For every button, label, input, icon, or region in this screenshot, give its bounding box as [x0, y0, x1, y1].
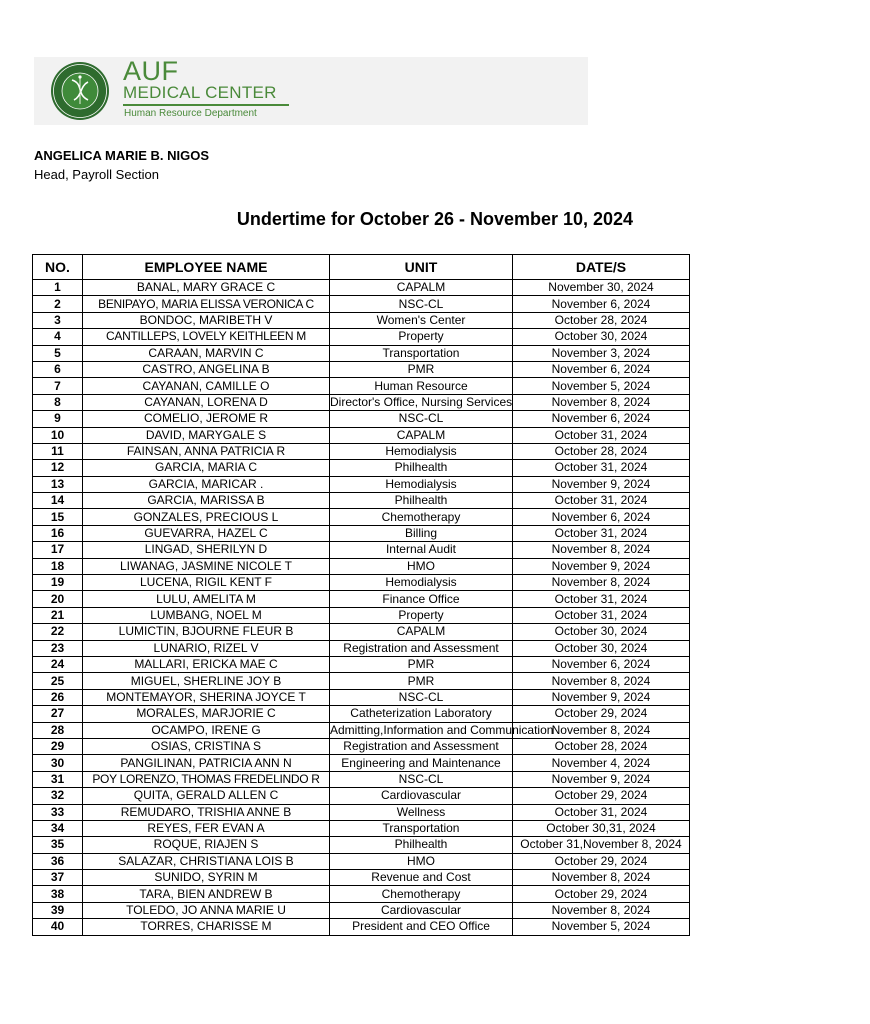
no-cell: 28: [33, 722, 83, 738]
department-name: Human Resource Department: [124, 108, 257, 119]
dates-cell: October 29, 2024: [513, 706, 690, 722]
unit-cell: HMO: [330, 558, 513, 574]
table-row: [33, 525, 690, 541]
dates-cell: November 3, 2024: [513, 345, 690, 361]
employee-name-cell: LULU, AMELITA M: [83, 591, 330, 607]
unit-cell: Admitting,Information and Communication: [330, 722, 554, 737]
employee-name-cell: OSIAS, CRISTINA S: [83, 738, 330, 754]
dates-cell: November 6, 2024: [513, 296, 690, 312]
dates-cell: October 31, 2024: [513, 493, 690, 509]
unit-cell: Finance Office: [330, 591, 513, 607]
org-name: AUF: [123, 56, 179, 86]
unit-cell: NSC-CL: [330, 689, 513, 705]
dates-cell: November 8, 2024: [513, 673, 690, 689]
header-unit: UNIT: [330, 255, 513, 280]
unit-cell: Philhealth: [330, 460, 513, 476]
table-row: [33, 312, 690, 328]
employee-name-cell: GARCIA, MARIA C: [83, 460, 330, 476]
employee-name-cell: LUMICTIN, BJOURNE FLEUR B: [83, 624, 330, 640]
unit-cell: Property: [330, 607, 513, 623]
table-row: [33, 870, 690, 886]
table-row: [33, 706, 690, 722]
no-cell: 39: [33, 902, 83, 918]
dates-cell: November 6, 2024: [513, 509, 690, 525]
dates-cell: October 31, 2024: [513, 427, 690, 443]
no-cell: 5: [33, 345, 83, 361]
dates-cell: October 30, 2024: [513, 624, 690, 640]
unit-cell: Human Resource: [330, 378, 513, 394]
no-cell: 13: [33, 476, 83, 492]
table-row: [33, 329, 690, 345]
employee-name-cell: GONZALES, PRECIOUS L: [83, 509, 330, 525]
unit-cell: Internal Audit: [330, 542, 513, 558]
no-cell: 31: [33, 771, 83, 787]
dates-cell: November 4, 2024: [513, 755, 690, 771]
recipient-name: ANGELICA MARIE B. NIGOS: [34, 148, 210, 163]
dates-cell: November 6, 2024: [513, 656, 690, 672]
no-cell: 1: [33, 280, 83, 296]
employee-name-cell: CAYANAN, CAMILLE O: [83, 378, 330, 394]
letterhead-band: [34, 57, 588, 125]
table-header-row: [33, 255, 690, 280]
table-row: [33, 378, 690, 394]
table-body: [33, 280, 690, 936]
dates-cell: November 5, 2024: [513, 378, 690, 394]
employee-name-cell: CAYANAN, LORENA D: [83, 394, 330, 410]
no-cell: 38: [33, 886, 83, 902]
table-row: [33, 591, 690, 607]
unit-cell: Chemotherapy: [330, 509, 513, 525]
employee-name-cell: POY LORENZO, THOMAS FREDELINDO R: [83, 771, 330, 787]
dates-cell: October 31,November 8, 2024: [513, 837, 690, 853]
employee-name-cell: CARAAN, MARVIN C: [83, 345, 330, 361]
unit-cell: NSC-CL: [330, 411, 513, 427]
dates-cell: November 9, 2024: [513, 689, 690, 705]
no-cell: 27: [33, 706, 83, 722]
employee-name-cell: COMELIO, JEROME R: [83, 411, 330, 427]
unit-cell: Hemodialysis: [330, 476, 513, 492]
table-row: [33, 394, 690, 410]
no-cell: 12: [33, 460, 83, 476]
unit-cell: Hemodialysis: [330, 443, 513, 459]
employee-name-cell: FAINSAN, ANNA PATRICIA R: [83, 443, 330, 459]
no-cell: 15: [33, 509, 83, 525]
table-row: [33, 755, 690, 771]
unit-cell: NSC-CL: [330, 296, 513, 312]
no-cell: 30: [33, 755, 83, 771]
dates-cell: October 28, 2024: [513, 312, 690, 328]
no-cell: 33: [33, 804, 83, 820]
employee-name-cell: ROQUE, RIAJEN S: [83, 837, 330, 853]
employee-name-cell: BANAL, MARY GRACE C: [83, 280, 330, 296]
table-row: [33, 460, 690, 476]
table-row: [33, 624, 690, 640]
unit-cell: Wellness: [330, 804, 513, 820]
unit-cell: Engineering and Maintenance: [330, 755, 513, 771]
no-cell: 21: [33, 607, 83, 623]
dates-cell: October 31, 2024: [513, 591, 690, 607]
no-cell: 32: [33, 788, 83, 804]
no-cell: 20: [33, 591, 83, 607]
no-cell: 6: [33, 361, 83, 377]
unit-cell: CAPALM: [330, 280, 513, 296]
auf-seal-logo: [44, 60, 116, 122]
unit-cell: Philhealth: [330, 837, 513, 853]
unit-cell: Hemodialysis: [330, 575, 513, 591]
no-cell: 3: [33, 312, 83, 328]
employee-name-cell: CASTRO, ANGELINA B: [83, 361, 330, 377]
table-row: [33, 542, 690, 558]
employee-name-cell: LIWANAG, JASMINE NICOLE T: [83, 558, 330, 574]
employee-name-cell: BONDOC, MARIBETH V: [83, 312, 330, 328]
table-row: [33, 738, 690, 754]
no-cell: 24: [33, 656, 83, 672]
unit-cell: Revenue and Cost: [330, 870, 513, 886]
unit-cell: Director's Office, Nursing Services: [330, 394, 513, 409]
dates-cell: October 30, 2024: [513, 329, 690, 345]
unit-cell: PMR: [330, 656, 513, 672]
table-row: [33, 673, 690, 689]
employee-name-cell: SUNIDO, SYRIN M: [83, 870, 330, 886]
no-cell: 2: [33, 296, 83, 312]
dates-cell: November 8, 2024: [513, 902, 690, 918]
dates-cell: October 30, 2024: [513, 640, 690, 656]
unit-cell: Philhealth: [330, 493, 513, 509]
dates-cell: October 31, 2024: [513, 607, 690, 623]
employee-name-cell: GUEVARRA, HAZEL C: [83, 525, 330, 541]
dates-cell: November 9, 2024: [513, 771, 690, 787]
dates-cell: November 8, 2024: [513, 394, 690, 410]
no-cell: 25: [33, 673, 83, 689]
employee-name-cell: MONTEMAYOR, SHERINA JOYCE T: [83, 689, 330, 705]
employee-name-cell: OCAMPO, IRENE G: [83, 722, 330, 738]
dates-cell: November 9, 2024: [513, 558, 690, 574]
dates-cell: November 5, 2024: [513, 919, 690, 935]
no-cell: 9: [33, 411, 83, 427]
header-no: NO.: [33, 255, 83, 280]
unit-cell: Transportation: [330, 345, 513, 361]
table-row: [33, 607, 690, 623]
table-row: [33, 296, 690, 312]
dates-cell: October 31, 2024: [513, 525, 690, 541]
dates-cell: November 6, 2024: [513, 361, 690, 377]
employee-name-cell: LINGAD, SHERILYN D: [83, 542, 330, 558]
employee-name-cell: LUNARIO, RIZEL V: [83, 640, 330, 656]
employee-name-cell: TARA, BIEN ANDREW B: [83, 886, 330, 902]
table-row: [33, 771, 690, 787]
undertime-table: [32, 254, 690, 936]
employee-name-cell: REMUDARO, TRISHIA ANNE B: [83, 804, 330, 820]
dates-cell: October 28, 2024: [513, 738, 690, 754]
no-cell: 18: [33, 558, 83, 574]
table-row: [33, 427, 690, 443]
employee-name-cell: QUITA, GERALD ALLEN C: [83, 788, 330, 804]
no-cell: 17: [33, 542, 83, 558]
unit-cell: Registration and Assessment: [330, 640, 513, 656]
no-cell: 40: [33, 919, 83, 935]
header-employee-name: EMPLOYEE NAME: [83, 255, 330, 280]
dates-cell: October 28, 2024: [513, 443, 690, 459]
employee-name-cell: TORRES, CHARISSE M: [83, 919, 330, 935]
table-row: [33, 886, 690, 902]
unit-cell: PMR: [330, 361, 513, 377]
dates-cell: October 30,31, 2024: [513, 820, 690, 836]
no-cell: 11: [33, 443, 83, 459]
unit-cell: CAPALM: [330, 624, 513, 640]
employee-name-cell: LUMBANG, NOEL M: [83, 607, 330, 623]
no-cell: 26: [33, 689, 83, 705]
dates-cell: October 29, 2024: [513, 788, 690, 804]
unit-cell: Transportation: [330, 820, 513, 836]
unit-cell: Catheterization Laboratory: [330, 706, 513, 722]
table-row: [33, 345, 690, 361]
table-row: [33, 656, 690, 672]
employee-name-cell: GARCIA, MARICAR .: [83, 476, 330, 492]
no-cell: 10: [33, 427, 83, 443]
no-cell: 4: [33, 329, 83, 345]
no-cell: 16: [33, 525, 83, 541]
unit-cell: Cardiovascular: [330, 902, 513, 918]
table-row: [33, 919, 690, 935]
unit-cell: Property: [330, 329, 513, 345]
dates-cell: November 8, 2024: [513, 722, 690, 738]
unit-cell: CAPALM: [330, 427, 513, 443]
document-title: Undertime for October 26 - November 10, 2024: [236, 209, 634, 229]
unit-cell: Billing: [330, 525, 513, 541]
table-row: [33, 837, 690, 853]
table-row: [33, 443, 690, 459]
employee-name-cell: MIGUEL, SHERLINE JOY B: [83, 673, 330, 689]
unit-cell: Cardiovascular: [330, 788, 513, 804]
table-row: [33, 280, 690, 296]
employee-name-cell: SALAZAR, CHRISTIANA LOIS B: [83, 853, 330, 869]
unit-cell: NSC-CL: [330, 771, 513, 787]
dates-cell: November 8, 2024: [513, 575, 690, 591]
employee-name-cell: LUCENA, RIGIL KENT F: [83, 575, 330, 591]
employee-name-cell: TOLEDO, JO ANNA MARIE U: [83, 902, 330, 918]
employee-name-cell: BENIPAYO, MARIA ELISSA VERONICA C: [83, 296, 330, 312]
no-cell: 22: [33, 624, 83, 640]
no-cell: 35: [33, 837, 83, 853]
table-row: [33, 902, 690, 918]
table-row: [33, 361, 690, 377]
dates-cell: October 31, 2024: [513, 804, 690, 820]
unit-cell: HMO: [330, 853, 513, 869]
unit-cell: Women's Center: [330, 312, 513, 328]
unit-cell: PMR: [330, 673, 513, 689]
unit-cell: President and CEO Office: [330, 919, 513, 935]
dates-cell: November 8, 2024: [513, 542, 690, 558]
no-cell: 37: [33, 870, 83, 886]
table-row: [33, 476, 690, 492]
table-row: [33, 804, 690, 820]
no-cell: 8: [33, 394, 83, 410]
dates-cell: October 29, 2024: [513, 853, 690, 869]
employee-name-cell: PANGILINAN, PATRICIA ANN N: [83, 755, 330, 771]
table-row: [33, 509, 690, 525]
org-subtitle: MEDICAL CENTER: [123, 83, 277, 102]
no-cell: 19: [33, 575, 83, 591]
dates-cell: November 9, 2024: [513, 476, 690, 492]
table-row: [33, 788, 690, 804]
no-cell: 23: [33, 640, 83, 656]
table-row: [33, 853, 690, 869]
dates-cell: October 29, 2024: [513, 886, 690, 902]
table-row: [33, 493, 690, 509]
employee-name-cell: GARCIA, MARISSA B: [83, 493, 330, 509]
no-cell: 34: [33, 820, 83, 836]
employee-name-cell: MALLARI, ERICKA MAE C: [83, 656, 330, 672]
table-row: [33, 575, 690, 591]
header-dates: DATE/S: [513, 255, 690, 280]
employee-name-cell: REYES, FER EVAN A: [83, 820, 330, 836]
table-row: [33, 411, 690, 427]
dates-cell: November 30, 2024: [513, 280, 690, 296]
unit-cell: Registration and Assessment: [330, 738, 513, 754]
table-row: [33, 640, 690, 656]
no-cell: 7: [33, 378, 83, 394]
table-row: [33, 689, 690, 705]
table-row: [33, 820, 690, 836]
employee-name-cell: CANTILLEPS, LOVELY KEITHLEEN M: [83, 329, 330, 345]
dates-cell: October 31, 2024: [513, 460, 690, 476]
recipient-title: Head, Payroll Section: [34, 167, 160, 182]
unit-cell: Chemotherapy: [330, 886, 513, 902]
employee-name-cell: MORALES, MARJORIE C: [83, 706, 330, 722]
no-cell: 14: [33, 493, 83, 509]
employee-name-cell: DAVID, MARYGALE S: [83, 427, 330, 443]
table-row: [33, 558, 690, 574]
dates-cell: November 8, 2024: [513, 870, 690, 886]
brand-divider: [123, 104, 289, 106]
dates-cell: November 6, 2024: [513, 411, 690, 427]
table-row: [33, 722, 690, 738]
no-cell: 29: [33, 738, 83, 754]
no-cell: 36: [33, 853, 83, 869]
